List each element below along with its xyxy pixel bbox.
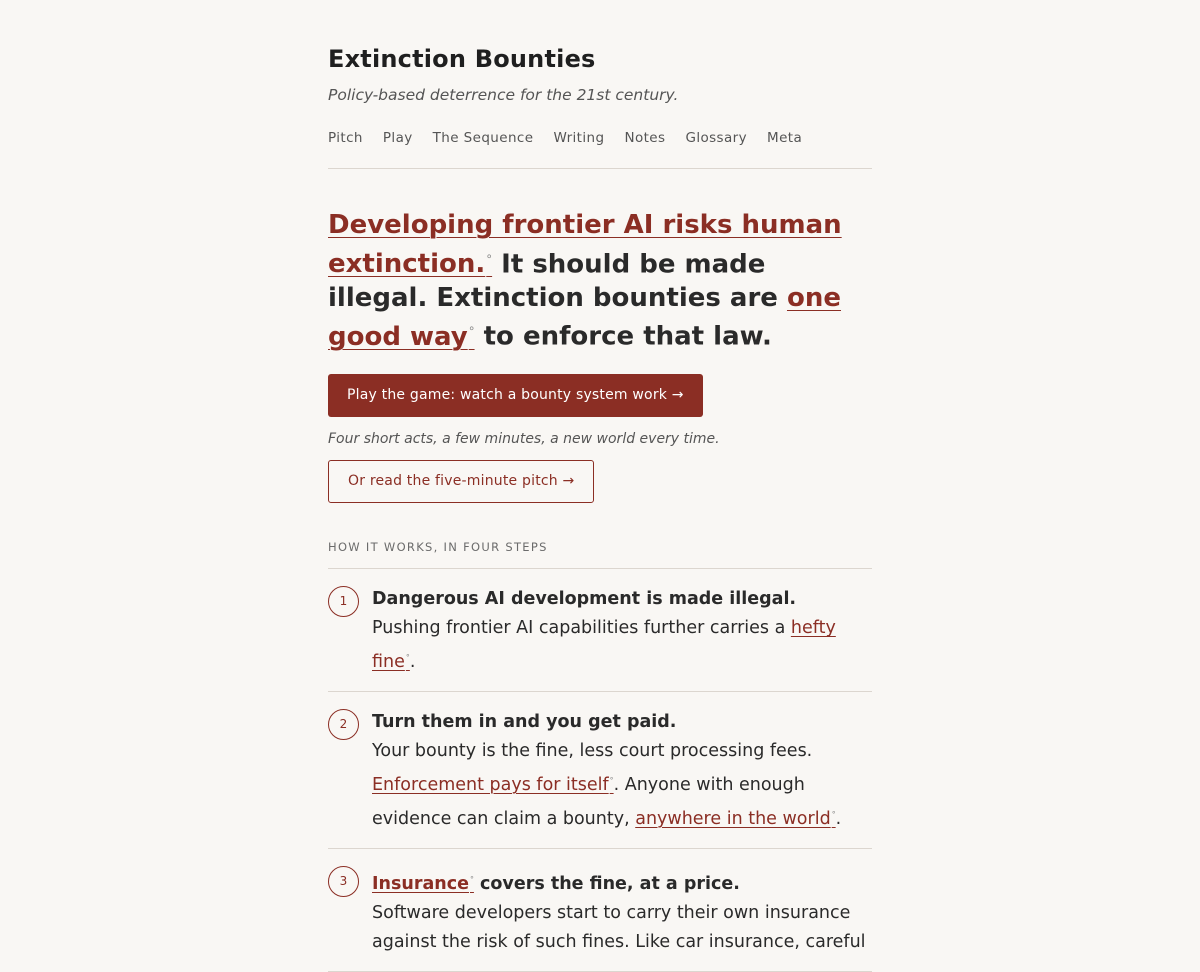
step-text-end: .: [835, 808, 842, 829]
page: [328, 0, 872, 972]
nav-item-pitch[interactable]: Pitch: [328, 130, 363, 146]
step-item: [328, 692, 872, 849]
play-game-note: Four short acts, a few minutes, a new world every time.: [328, 431, 720, 448]
insurance-link[interactable]: [372, 874, 474, 894]
step-text: Software developers start to carry their own insurance against the risk of such fines. Like car insurance, careful: [372, 902, 866, 952]
nav-item-notes[interactable]: Notes: [624, 130, 666, 146]
step-number: 3: [328, 866, 359, 897]
step-text: Your bounty is the fine, less court processing fees.: [372, 741, 813, 762]
hero-link-extinction-risk-label: Developing frontier AI risks human extinction.: [328, 210, 842, 280]
note-marker: °: [609, 776, 614, 786]
step-title-rest: covers the fine, at a price.: [473, 873, 740, 894]
step-body: [372, 708, 872, 834]
note-marker: °: [486, 251, 493, 266]
step-title: Turn them in and you get paid.: [372, 712, 677, 733]
note-marker: °: [470, 874, 474, 884]
hero-text-1: It should be made illegal. Extinction bounties are: [328, 249, 787, 313]
step-title: [372, 865, 872, 899]
note-marker: °: [405, 653, 410, 663]
hero-link-one-good-way-label: one good way: [328, 282, 841, 352]
anywhere-in-world-link[interactable]: [635, 809, 835, 829]
insurance-link-label: Insurance: [372, 873, 469, 894]
main-nav: [328, 130, 872, 169]
how-it-works-label: HOW IT WORKS, IN FOUR STEPS: [328, 540, 872, 569]
step-body: [372, 585, 872, 677]
step-title: Dangerous AI development is made illegal.: [372, 589, 797, 610]
step-number: 1: [328, 586, 359, 617]
step-text-end: .: [409, 652, 416, 673]
hero-text-2: to enforce that law.: [474, 321, 772, 352]
step-body: [372, 865, 872, 957]
site-tagline: Policy-based deterrence for the 21st century.: [328, 86, 679, 104]
step-text: . Anyone with enough evidence can claim a bounty,: [372, 774, 805, 829]
note-marker: °: [831, 809, 836, 819]
hero-statement: [328, 209, 872, 354]
anywhere-in-world-link-label: anywhere in the world: [635, 808, 831, 829]
hefty-fine-link-label: hefty fine: [372, 618, 836, 673]
read-pitch-button[interactable]: Or read the five-minute pitch →: [328, 460, 594, 503]
enforcement-pays-link[interactable]: [372, 775, 614, 795]
step-item: [328, 849, 872, 972]
play-game-button[interactable]: Play the game: watch a bounty system work →: [328, 374, 703, 417]
step-text: Pushing frontier AI capabilities further carries a: [372, 618, 791, 639]
step-number: 2: [328, 709, 359, 740]
nav-item-writing[interactable]: Writing: [553, 130, 605, 146]
nav-item-meta[interactable]: Meta: [767, 130, 803, 146]
nav-item-glossary[interactable]: Glossary: [685, 130, 748, 146]
enforcement-pays-link-label: Enforcement pays for itself: [372, 774, 609, 795]
nav-item-the-sequence[interactable]: The Sequence: [432, 130, 534, 146]
nav-item-play[interactable]: Play: [382, 130, 413, 146]
site-title[interactable]: Extinction Bounties: [328, 45, 596, 73]
step-item: [328, 569, 872, 692]
note-marker: °: [468, 324, 475, 339]
